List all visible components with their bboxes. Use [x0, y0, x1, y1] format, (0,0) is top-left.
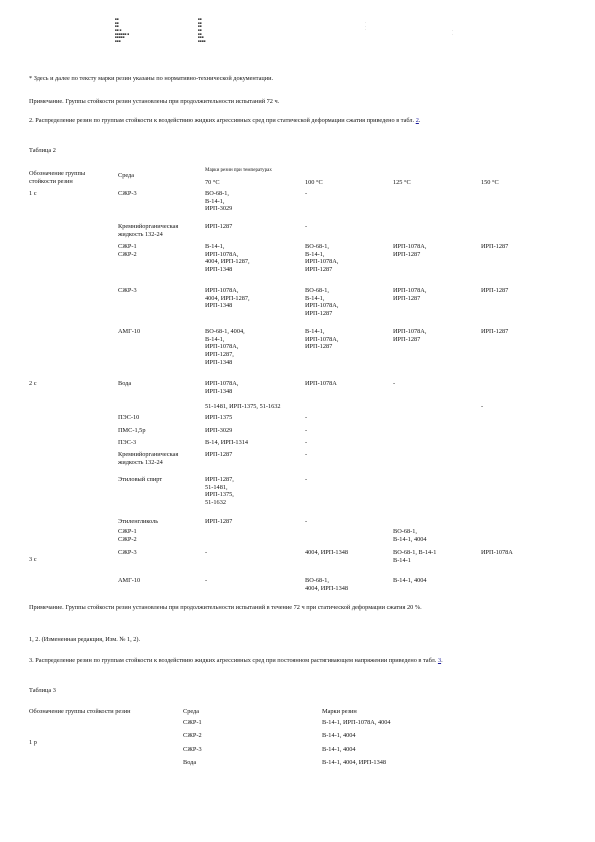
t2-cell-t70: ИРП-1287	[205, 223, 233, 230]
top-fragment-line: ■■	[115, 24, 119, 29]
t2-cell-medium: СЖР-3	[118, 549, 137, 556]
table-2-link[interactable]: 2	[415, 117, 419, 124]
top-fragment-line: ■■■■■■ ■	[115, 31, 130, 36]
t3-header-group: Обозначение группы стойкости резин	[29, 708, 131, 715]
t3-header-marks: Марки резин	[322, 708, 357, 715]
note-2: Примечание. Группы стойкости резин установлены при продолжительности испытаний в течение 72 ч при статической деформации сжатия 20 %.	[29, 604, 422, 611]
paragraph-2-end: .	[418, 117, 421, 124]
top-fragment-line: ■■	[198, 31, 202, 36]
t3-cell-medium: Вода	[183, 759, 197, 766]
t2-cell-t100: ВО-68-1, В-14-1, ИРП-1078А, ИРП-1287	[305, 287, 339, 318]
t2-cell-t100: ИРП-1078А	[305, 380, 337, 387]
top-fragment-line: ■■	[198, 28, 202, 33]
t2-cell-t70: ИРП-1287	[205, 451, 233, 458]
t2-cell-group: 2 с	[29, 380, 37, 387]
t2-cell-t70: -	[205, 549, 208, 556]
t2-cell-medium: Вода	[118, 380, 132, 387]
t2-header-t125: 125 °С	[393, 179, 411, 186]
t3-cell-group: 1 р	[29, 739, 37, 746]
t2-cell-t150: ИРП-1287	[481, 243, 509, 250]
t2-cell-t70: -	[205, 577, 208, 584]
t2-cell-t70: ИРП-3029	[205, 427, 233, 434]
t3-cell-medium: СЖР-1	[183, 719, 202, 726]
t2-cell-t150: ИРП-1078А	[481, 549, 513, 556]
t2-cell-t100: -	[305, 439, 308, 446]
t2-cell-t70: В-14, ИРП-1314	[205, 439, 249, 446]
top-fragment-line: ·	[452, 32, 454, 37]
top-fragment-line: ·	[365, 21, 367, 25]
t2-cell-t100: -	[305, 518, 308, 525]
t2-cell-t100: ВО-68-1, 4004, ИРП-1348	[305, 577, 349, 592]
t2-cell-t100: ВО-68-1, В-14-1, ИРП-1078А, ИРП-1287	[305, 243, 339, 274]
note-1: Примечание. Группы стойкости резин установлены при продолжительности испытаний 72 ч.	[29, 98, 280, 105]
t3-cell-marks: В-14-1, 4004, ИРП-1348	[322, 759, 387, 766]
paragraph-3-end: .	[441, 657, 443, 664]
t2-header-t70: 70 °С	[205, 179, 220, 186]
t2-cell-t100: В-14-1, ИРП-1078А, ИРП-1287	[305, 328, 339, 351]
t2-cell-t100: -	[305, 190, 308, 197]
t2-cell-t125: В-14-1, 4004	[393, 577, 427, 584]
t2-cell-t100: 4004, ИРП-1348	[305, 549, 349, 556]
t2-cell-medium: АМГ-10	[118, 328, 141, 335]
t2-cell-t125: ИРП-1078А, ИРП-1287	[393, 287, 427, 302]
t3-cell-marks: В-14-1, 4004	[322, 746, 356, 753]
top-fragment-d	[365, 22, 366, 33]
top-fragment-line: ■■■	[115, 39, 121, 44]
top-fragment-line: ■■	[198, 20, 202, 25]
t2-cell-t100: -	[305, 223, 308, 230]
t2-cell-t70: ИРП-1078А, 4004, ИРП-1287, ИРП-1348	[205, 287, 250, 310]
paragraph-3	[29, 657, 569, 665]
t2-cell-medium: СЖР-1 СЖР-2	[118, 243, 137, 258]
paragraph-2-text: 2. Распределение резин по группам стойкости к воздействию жидких агрессивных сред при статической деформации сжатия приведено в табл.	[29, 117, 416, 124]
t2-cell-t70: ВО-68-1, 4004, В-14-1, ИРП-1078А, ИРП-1287, ИРП-1348	[205, 328, 245, 366]
top-fragment-line: ■■	[115, 20, 119, 25]
t2-cell-medium: Кремнийорганическая жидкость 132-24	[118, 451, 179, 466]
t2-cell-medium: Этиленгликоль	[118, 518, 159, 525]
t2-header-t100: 100 °С	[305, 179, 323, 186]
t3-cell-medium: СЖР-3	[183, 746, 202, 753]
paragraph-2	[29, 117, 569, 125]
t2-cell-t100: -	[305, 476, 308, 483]
top-fragment-line: ·	[365, 28, 367, 33]
t2-cell-medium: АМГ-10	[118, 577, 141, 584]
t3-cell-marks: В-14-1, ИРП-1078А, 4004	[322, 719, 391, 726]
t2-cell-t125: ИРП-1078А, ИРП-1287	[393, 243, 427, 258]
t2-cell-medium: ПЭС-3	[118, 439, 137, 446]
top-fragment-line: ■■	[198, 17, 202, 21]
t2-cell-t70: В-14-1, ИРП-1078А, 4004, ИРП-1287, ИРП-1348	[205, 243, 250, 274]
t2-cell-group: 1 с	[29, 190, 37, 197]
t2-cell-t150: -	[481, 403, 484, 410]
t2-cell-t100: -	[305, 414, 308, 421]
t2-header-t150: 150 °С	[481, 179, 499, 186]
t2-cell-t125: ВО-68-1, В-14-1 В-14-1	[393, 549, 437, 564]
t2-cell-t70: ВО-68-1, В-14-1, ИРП-3029	[205, 190, 233, 213]
top-fragment-line: ■■■■	[198, 39, 206, 44]
t2-cell-t125: -	[393, 380, 396, 387]
t3-cell-medium: СЖР-2	[183, 732, 202, 739]
top-fragment-line: ■■	[115, 17, 119, 21]
t2-cell-t70: ИРП-1287, 51-1481, ИРП-1375, 51-1632	[205, 476, 234, 507]
t2-cell-t125: ВО-68-1, В-14-1, 4004	[393, 528, 427, 543]
t2-cell-medium: СЖР-3	[118, 190, 137, 197]
t2-cell-t150: ИРП-1287	[481, 328, 509, 335]
t2-header-medium: Среда	[118, 172, 135, 179]
top-fragment-line: ■■■	[198, 35, 204, 40]
t2-cell-medium: Кремнийорганическая жидкость 132-24	[118, 223, 179, 238]
t3-cell-marks: В-14-1, 4004	[322, 732, 356, 739]
t2-cell-t100: -	[305, 451, 308, 458]
t2-header-group: Обозначение группы стойкости резин	[29, 170, 86, 185]
t2-cell-t125: ИРП-1078А, ИРП-1287	[393, 328, 427, 343]
t2-cell-medium: СЖР-3	[118, 287, 137, 294]
top-fragment-c	[198, 18, 206, 44]
top-fragment-line: ■■	[198, 24, 202, 29]
t2-cell-t150: ИРП-1287	[481, 287, 509, 294]
t2-cell-t70: ИРП-1375	[205, 414, 233, 421]
top-fragment-line: ■■■■■	[115, 35, 125, 40]
footnote: * Здесь и далее по тексту марки резин указаны по нормативно-технической документации.	[29, 75, 274, 82]
t2-cell-medium: ПМС-1,5р	[118, 427, 146, 434]
t2-cell-t100: -	[305, 427, 308, 434]
t3-header-medium: Среда	[183, 708, 200, 715]
t2-cell-t70: 51-1481, ИРП-1375, 51-1632	[205, 403, 281, 410]
top-fragment-line: ·	[365, 24, 367, 29]
top-fragment-b	[115, 18, 129, 44]
table-3-link[interactable]: 3	[437, 657, 442, 664]
top-fragment-e	[452, 30, 453, 37]
amendment: 1, 2. (Измененная редакция, Изм. № 1, 2).	[29, 636, 141, 643]
t2-cell-t70: ИРП-1287	[205, 518, 233, 525]
t2-cell-group: 3 с	[29, 556, 37, 563]
t2-cell-medium: Этиловый спирт	[118, 476, 163, 483]
top-fragment-line: ·	[452, 29, 454, 33]
t2-header-marks: Марки резин при температурах	[205, 168, 272, 173]
t2-cell-t70: ИРП-1078А, ИРП-1348	[205, 380, 239, 395]
table-2-caption: Таблица 2	[29, 147, 56, 154]
t2-cell-medium: СЖР-1 СЖР-2	[118, 528, 137, 543]
t2-cell-medium: ПЭС-10	[118, 414, 140, 421]
paragraph-3-text: 3. Распределение резин по группам стойкости к воздействию жидких агрессивных сред при постоянном растягивающем напряжении приведено в табл.	[29, 657, 438, 664]
top-fragment-line: ■■ ■	[115, 28, 122, 33]
table-3-caption: Таблица 3	[29, 687, 56, 694]
